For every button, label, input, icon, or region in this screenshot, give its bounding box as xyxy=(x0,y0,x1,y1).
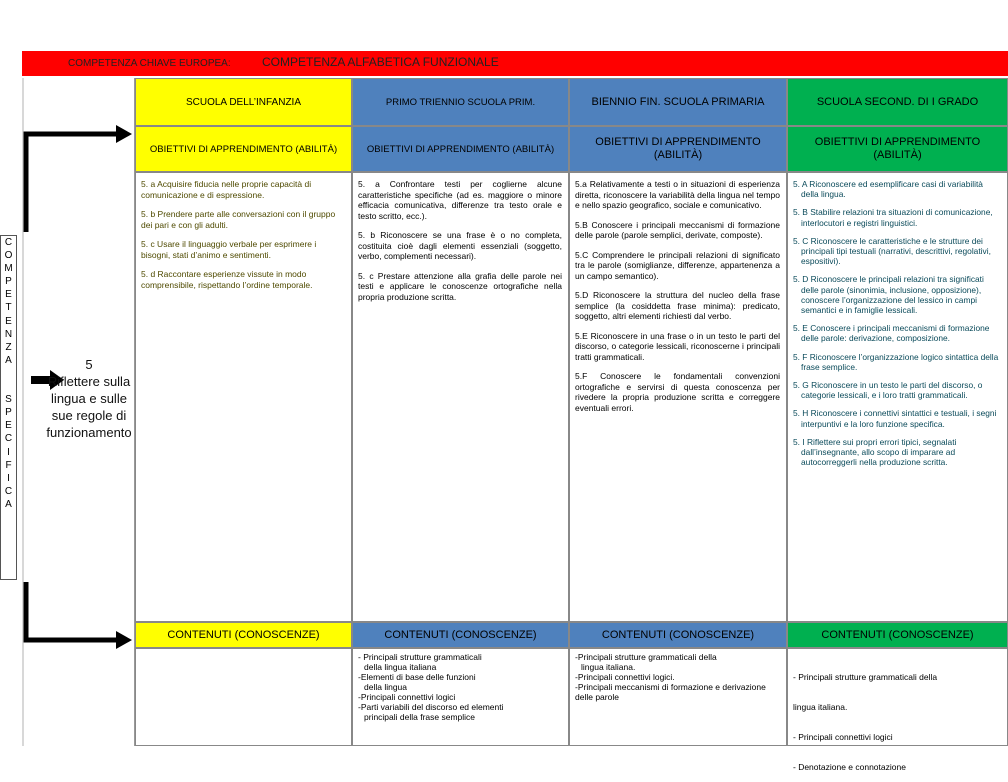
objective-item: 5. E Conoscere i principali meccanismi di formazione delle parole: derivazione, composizione. xyxy=(793,323,990,344)
objectives-header-biennio: OBIETTIVI DI APPRENDIMENTO (ABILITÀ) xyxy=(569,126,787,172)
content-line: -Principali connettivi logici xyxy=(358,692,456,702)
objectives-list-primo-triennio xyxy=(352,172,569,622)
objective-item: 5.B Conoscere i principali meccanismi di formazione delle parole (parole semplici, derivate, composte). xyxy=(575,219,780,240)
content-line: lingua italiana. xyxy=(581,662,636,672)
content-line: - Principali strutture grammaticali xyxy=(358,652,482,662)
arrow-head-top-icon xyxy=(116,125,132,143)
school-header-primo-triennio: PRIMO TRIENNIO SCUOLA PRIM. xyxy=(352,78,569,126)
contents-header-primo-triennio: CONTENUTI (CONOSCENZE) xyxy=(352,622,569,648)
arrow-head-bottom-icon xyxy=(116,631,132,649)
contents-list-infanzia xyxy=(135,648,352,746)
objectives-list-secondaria xyxy=(787,172,1008,622)
objective-item: 5. G Riconoscere in un testo le parti del discorso, o categorie lessicali, e i loro tratti grammaticali. xyxy=(793,380,983,401)
content-line: -Principali connettivi logici. xyxy=(575,672,675,682)
contents-header-secondaria: CONTENUTI (CONOSCENZE) xyxy=(787,622,1008,648)
competenza-specifica-label: C O M P E T E N Z A S P E C I F I C A xyxy=(0,235,17,580)
contents-list-primo-triennio xyxy=(352,648,569,746)
objective-item: 5.C Comprendere le principali relazioni di significato tra le parole (somiglianze, differenze, appartenenza a un campo semantico). xyxy=(575,249,780,281)
objective-item: 5. F Riconoscere l’organizzazione logico sintattica della frase semplice. xyxy=(793,351,999,372)
objective-item: 5. I Riflettere sui propri errori tipici, segnalati dall’insegnante, allo scopo di imparare ad autocorreggerli nella produzione scritta. xyxy=(793,436,957,468)
objectives-list-biennio xyxy=(569,172,787,622)
content-line: -Elementi di base delle funzioni xyxy=(358,672,476,682)
objective-item: 5. H Riconoscere i connettivi sintattici e testuali, i segni interpuntivi e la loro funzione specifica. xyxy=(793,408,997,429)
objective-item: 5. C Riconoscere le caratteristiche e le strutture dei principali tipi testuali (narrativi, descrittivi, regolativi, espositivi). xyxy=(793,235,991,267)
content-line: della lingua italiana xyxy=(364,662,437,672)
contents-header-infanzia: CONTENUTI (CONOSCENZE) xyxy=(135,622,352,648)
content-line: - Principali connettivi logici xyxy=(793,732,893,742)
ability-number: 5 xyxy=(85,357,93,372)
objective-item: 5. B Stabilire relazioni tra situazioni di comunicazione, interlocutori e registri linguistici. xyxy=(793,207,993,228)
objective-item: 5. D Riconoscere le principali relazioni tra significati delle parole (sinonimia, inclusione, opposizione), conoscere l’organizzazione del lessico in campi semantici e in famiglie lessicali. xyxy=(793,274,984,316)
content-line: lingua italiana. xyxy=(793,702,848,712)
objectives-header-primo-triennio: OBIETTIVI DI APPRENDIMENTO (ABILITÀ) xyxy=(352,126,569,172)
school-header-biennio: BIENNIO FIN. SCUOLA PRIMARIA xyxy=(569,78,787,126)
objective-item: 5. d Raccontare esperienze vissute in modo comprensibile, rispettando l’ordine temporale. xyxy=(141,269,313,290)
content-line: -Principali meccanismi di formazione e derivazione xyxy=(575,682,766,692)
school-header-secondaria: SCUOLA SECOND. DI I GRADO xyxy=(787,78,1008,126)
objective-item: 5.E Riconoscere in una frase o in un testo le parti del discorso, o categorie lessicali, riconoscerne i principali tratti grammaticali. xyxy=(575,330,780,362)
objectives-header-secondaria: OBIETTIVI DI APPRENDIMENTO (ABILITÀ) xyxy=(787,126,1008,172)
contents-list-secondaria xyxy=(787,648,1008,772)
content-line: della lingua xyxy=(364,682,408,692)
content-line: - Denotazione e connotazione xyxy=(793,762,906,772)
objective-item: 5. b Prendere parte alle conversazioni con il gruppo dei pari e con gli adulti. xyxy=(141,209,336,230)
objective-item: 5. c Usare il linguaggio verbale per esprimere i bisogni, stati d’animo e sentimenti. xyxy=(141,239,317,260)
objective-item: 5. c Prestare attenzione alla grafia delle parole nei testi e applicare le conoscenze ortografiche nella propria produzione scritta. xyxy=(358,270,562,302)
objective-item: 5. b Riconoscere se una frase è o no completa, costituita cioè dagli elementi essenziali (soggetto, verbo, complementi necessari). xyxy=(358,230,562,261)
content-line: - Principali strutture grammaticali della xyxy=(793,672,938,682)
competence-value: COMPETENZA ALFABETICA FUNZIONALE xyxy=(262,55,499,69)
objectives-list-infanzia xyxy=(135,172,352,622)
content-line: principali della frase semplice xyxy=(364,712,476,722)
contents-list-biennio xyxy=(569,648,787,746)
competence-banner xyxy=(22,51,1008,76)
objective-item: 5. A Riconoscere ed esemplificare casi di variabilità della lingua. xyxy=(793,179,983,200)
content-line: -Principali strutture grammaticali della xyxy=(575,652,717,662)
objective-item: 5.D Riconoscere la struttura del nucleo della frase semplice (la cosiddetta frase minima): predicato, soggetto, altri elementi richiesti dal verbo. xyxy=(575,290,780,321)
ability-label xyxy=(40,356,138,441)
content-line: -Parti variabili del discorso ed elementi xyxy=(358,702,504,712)
objective-item: 5.F Conoscere le fondamentali convenzioni ortografiche e servirsi di questa conoscenza per rivedere la propria produzione scritta e correggere eventuali errori. xyxy=(575,371,780,413)
school-header-infanzia: SCUOLA DELL’INFANZIA xyxy=(135,78,352,126)
ability-text: Riflettere sulla lingua e sulle sue regole di funzionamento xyxy=(46,374,132,440)
objective-item: 5. a Acquisire fiducia nelle proprie capacità di comunicazione e di espressione. xyxy=(141,179,312,200)
objectives-header-infanzia: OBIETTIVI DI APPRENDIMENTO (ABILITÀ) xyxy=(135,126,352,172)
objective-item: 5. a Confrontare testi per coglierne alcune caratteristiche specifiche (ad es. maggiore o minore efficacia comunicativa, differenze tra testo orale e testo scritto, ecc.). xyxy=(358,179,562,221)
objective-item: 5.a Relativamente a testi o in situazioni di esperienza diretta, riconoscere la variabilità della lingua nel tempo e nello spazio geografico, sociale e comunicativo. xyxy=(575,179,780,210)
content-line: delle parole xyxy=(575,692,619,702)
contents-header-biennio: CONTENUTI (CONOSCENZE) xyxy=(569,622,787,648)
competence-label: COMPETENZA CHIAVE EUROPEA: xyxy=(68,58,231,69)
